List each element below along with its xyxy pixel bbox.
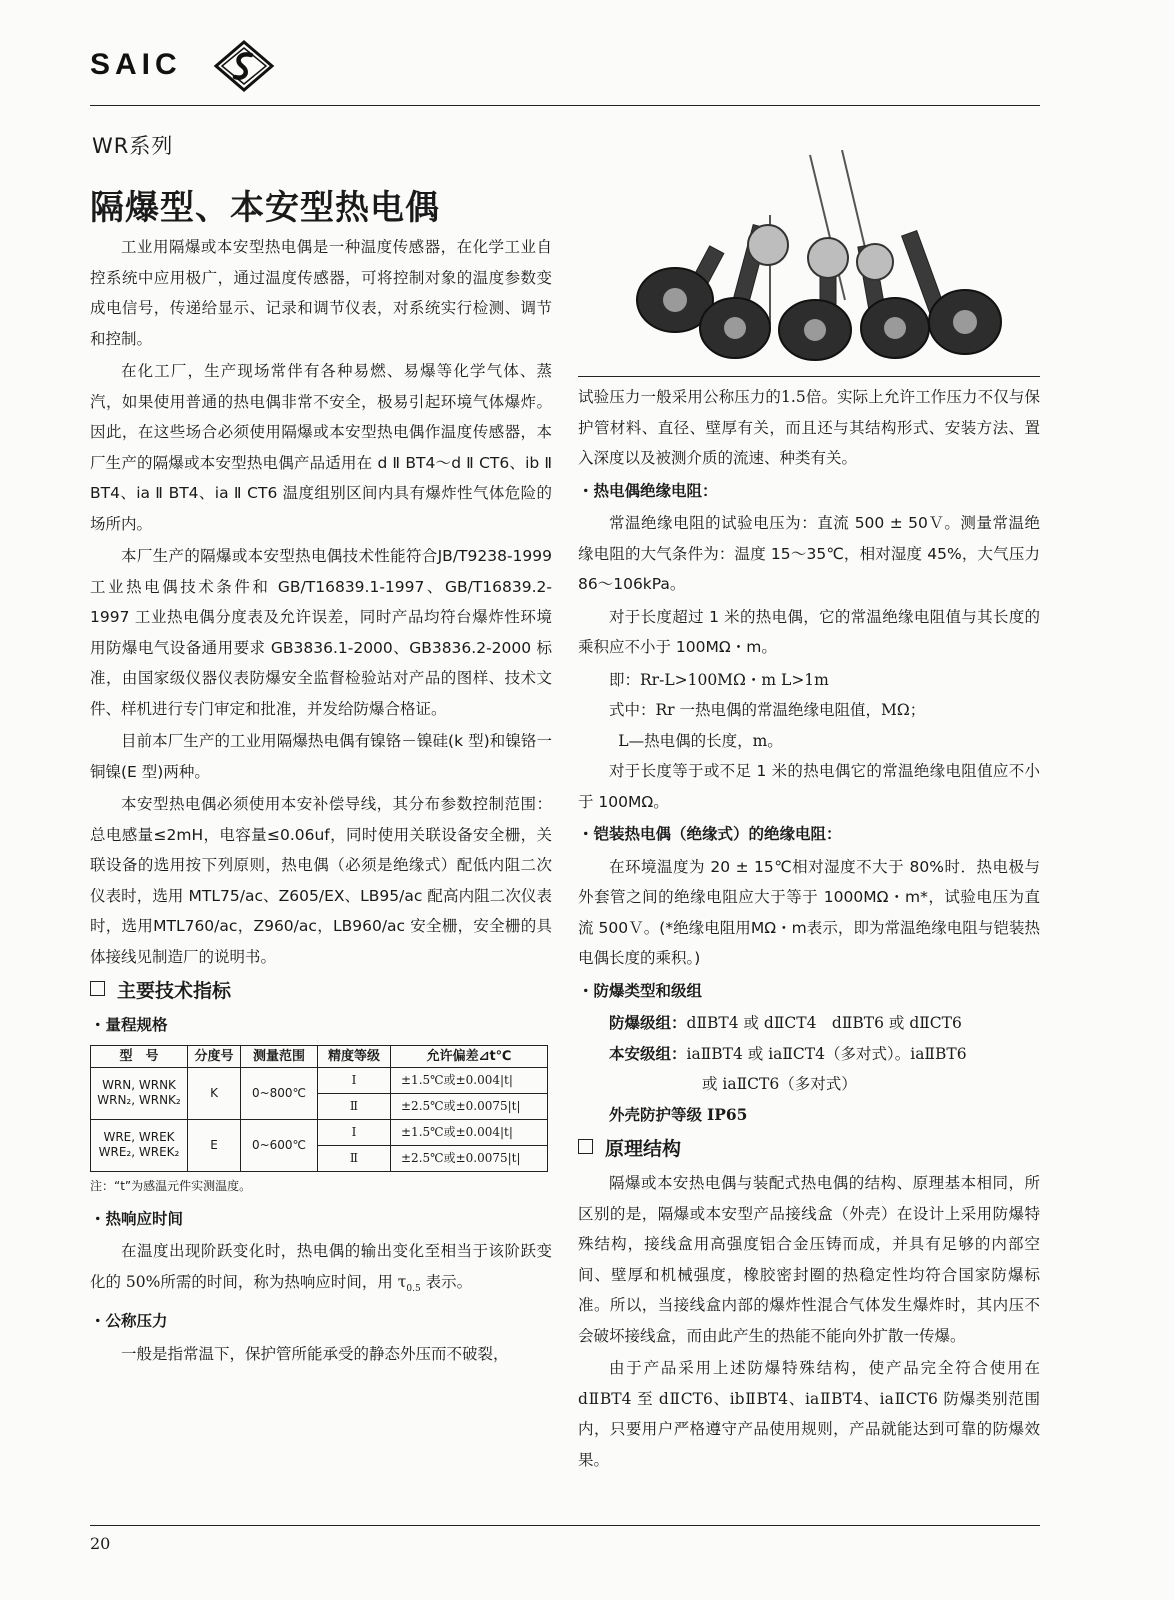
series-label: WR系列 <box>92 134 174 158</box>
section-heading-main-specs <box>90 976 552 1006</box>
insulation-paragraph: 对于长度等于或不足 1 米的热电偶它的常温绝缘电阻值应不小于 100MΩ。 <box>578 762 1040 811</box>
footer-rule <box>90 1525 1040 1526</box>
checkbox-square-icon <box>90 981 105 996</box>
table-row <box>91 1067 548 1093</box>
table-header-cell: 分度号 <box>188 1045 241 1067</box>
table-header-cell: 精度等级 <box>318 1045 391 1067</box>
right-column <box>578 382 1040 1477</box>
table-header-row <box>91 1045 548 1067</box>
intro-paragraph: 本安型热电偶必须使用本安补偿导线，其分布参数控制范围：总电感量≤2mH，电容量≤0.06uf，同时使用关联设备安全栅，关联设备的选用按下列原则，热电偶（必须是绝缘式）配低内阻二次仪表时，选用 MTL75/ac、Z605/EX、LB95/ac 配高内阻二次仪表时，选用MTL760/ac，Z960/ac，LB960/ac 安全栅，安全栅的具体接线见制造厂的说明书。 <box>90 795 552 966</box>
insulation-where-line: 式中：Rr 一热电偶的常温绝缘电阻值，MΩ； <box>609 701 926 719</box>
page-number: 20 <box>90 1534 111 1553</box>
model-line: WRN₂, WRNK₂ <box>97 1093 181 1107</box>
range-cell: 0~800℃ <box>241 1067 318 1119</box>
model-line: WRN, WRNK <box>102 1078 176 1092</box>
saic-logo-icon <box>213 40 275 92</box>
table-header-cell: 型 号 <box>91 1045 188 1067</box>
enclosure-line <box>578 1100 1040 1131</box>
model-cell <box>91 1067 188 1119</box>
grade-cell: Ⅰ <box>318 1067 391 1093</box>
model-line: WRE, WREK <box>103 1130 175 1144</box>
tolerance-cell: ±1.5℃或±0.004|t| <box>391 1119 548 1145</box>
flameproof-label: 防爆级组： <box>609 1013 687 1032</box>
insulation-where-line: L—热电偶的长度，m。 <box>618 731 783 750</box>
principle-paragraph: 由于产品采用上述防爆特殊结构，使产品完全符合使用在 dⅡBT4 至 dⅡCT6、ibⅡBT4、iaⅡBT4、iaⅡCT6 防爆类别范围内，只要用户严格遵守产品使用规则，产品就能达到可靠的防爆效果。 <box>578 1359 1040 1469</box>
tau-subscript: 0.5 <box>406 1283 421 1294</box>
graduation-cell: K <box>188 1067 241 1119</box>
graduation-cell: E <box>188 1119 241 1171</box>
intro-paragraph: 工业用隔爆或本安型热电偶是一种温度传感器，在化学工业自控系统中应用极广，通过温度传感器，可将控制对象的温度参数变成电信号，传递给显示、记录和调节仪表，对系统实行检测、调节和控制。 <box>90 238 552 348</box>
photo-divider-rule <box>578 376 1040 377</box>
armored-heading: ・铠装热电偶（绝缘式）的绝缘电阻： <box>578 824 842 843</box>
header-rule <box>90 105 1040 106</box>
intrinsic-line <box>578 1039 1040 1070</box>
enclosure-label: 外壳防护等级 <box>609 1104 703 1124</box>
tolerance-cell: ±1.5℃或±0.004|t| <box>391 1067 548 1093</box>
nominal-pressure-heading: ・公称压力 <box>90 1312 168 1331</box>
logo-text: SAIC <box>90 48 182 81</box>
thermal-response-text-after: 表示。 <box>420 1272 473 1291</box>
section-heading-principle <box>578 1134 1040 1164</box>
insulation-paragraph: 对于长度超过 1 米的热电偶，它的常温绝缘电阻值与其长度的乘积应不小于 100MΩ・m。 <box>578 607 1040 656</box>
tolerance-cell: ±2.5℃或±0.0075|t| <box>391 1145 548 1171</box>
insulation-paragraph: 常温绝缘电阻的试验电压为：直流 500 ± 50Ｖ。测量常温绝缘电阻的大气条件为：温度 15～35℃，相对湿度 45%，大气压力 86～106kPa。 <box>578 514 1040 593</box>
armored-paragraph: 在环境温度为 20 ± 15℃相对湿度不大于 80%时．热电极与外套管之间的绝缘电阻应大于等于 1000MΩ・m*，试验电压为直流 500Ｖ。(*绝缘电阻用MΩ・m表示，即为常温绝缘电阻与铠装热电偶长度的乘积。) <box>578 857 1040 967</box>
flameproof-line <box>578 1008 1040 1039</box>
intrinsic-line-2: 或 iaⅡCT6（多对式） <box>702 1075 857 1093</box>
range-spec-heading: ・量程规格 <box>90 1016 168 1034</box>
grade-cell: Ⅰ <box>318 1119 391 1145</box>
table-row <box>91 1119 548 1145</box>
page-title: 隔爆型、本安型热电偶 <box>90 188 440 228</box>
thermal-response-text <box>90 1236 552 1304</box>
principle-paragraph: 隔爆或本安热电偶与装配式热电偶的结构、原理基本相同，所区别的是，隔爆或本安型产品接线盒（外壳）在设计上采用防爆特殊结构，接线盒用高强度铝合金压铸而成，并具有足够的内部空间、壁厚和机械强度，橡胶密封圈的热稳定性均符合国家防爆标准。所以，当接线盒内部的爆炸性混合气体发生爆炸时，其内压不会破坏接线盒，而由此产生的热能不能向外扩散一传爆。 <box>578 1174 1040 1345</box>
range-cell: 0~600℃ <box>241 1119 318 1171</box>
thermal-response-text-before: 在温度出现阶跃变化时，热电偶的输出变化至相当于该阶跃变化的 50%所需的时间，称为热响应时间，用 τ <box>90 1242 552 1291</box>
grade-cell: Ⅱ <box>318 1093 391 1119</box>
flameproof-value: dⅡBT4 或 dⅡCT4 dⅡBT6 或 dⅡCT6 <box>686 1014 962 1032</box>
intrinsic-label: 本安级组： <box>609 1043 687 1063</box>
section-heading-text: 原理结构 <box>605 1138 682 1160</box>
tolerance-cell: ±2.5℃或±0.0075|t| <box>391 1093 548 1119</box>
checkbox-square-icon <box>578 1139 593 1154</box>
product-photo-thermocouples <box>620 150 1040 382</box>
intro-paragraph: 目前本厂生产的工业用隔爆热电偶有镍铬－镍硅(k 型)和镍铬一铜镍(E 型)两种。 <box>90 732 552 781</box>
table-header-cell: 测量范围 <box>241 1045 318 1067</box>
table-header-cell: 允许偏差⊿t℃ <box>391 1045 548 1067</box>
insulation-formula: 即：Rr-L>100MΩ・m L>1m <box>609 670 829 689</box>
thermal-response-heading: ・热响应时间 <box>90 1209 184 1228</box>
intro-paragraph: 本厂生产的隔爆或本安型热电偶技术性能符合JB/T9238-1999 工业热电偶技术条件和 GB/T16839.1-1997、GB/T16839.2-1997 工业热电偶分度表及允许误差，同时产品均符台爆炸性环境用防爆电气设备通用要求 GB3836.1-2000、GB3836.2-2000 标准，由国家级仪器仪表防爆安全监督检验站对产品的图样、技术文件、样机进行专门审定和批准，并发给防爆合格证。 <box>90 547 552 718</box>
explosion-heading: ・防爆类型和级组 <box>578 980 703 1000</box>
enclosure-value: IP65 <box>706 1104 748 1124</box>
table-note: 注：“t”为感温元件实测温度。 <box>90 1178 252 1193</box>
range-spec-table <box>90 1045 548 1172</box>
grade-cell: Ⅱ <box>318 1145 391 1171</box>
insulation-heading: ・热电偶绝缘电阻： <box>578 480 718 500</box>
intrinsic-value: iaⅡBT4 或 iaⅡCT4（多对式）。iaⅡBT6 <box>686 1044 967 1063</box>
model-cell <box>91 1119 188 1171</box>
nominal-pressure-text-left: 一般是指常温下，保护管所能承受的静态外压而不破裂， <box>121 1344 509 1363</box>
left-column <box>90 232 552 1371</box>
intro-paragraph: 在化工厂，生产现场常伴有各种易燃、易爆等化学气体、蒸汽，如果使用普通的热电偶非常不安全，极易引起环境气体爆炸。因此，在这些场合必须使用隔爆或本安型热电偶作温度传感器，本厂生产的隔爆或本安型热电偶产品适用在 d Ⅱ BT4～d Ⅱ CT6、ib Ⅱ BT4、ia Ⅱ BT4、ia Ⅱ CT6 温度组别区间内具有爆炸性气体危险的场所内。 <box>90 362 552 533</box>
section-heading-text: 主要技术指标 <box>117 980 232 1002</box>
nominal-pressure-text-right: 试验压力一般采用公称压力的1.5倍。实际上允许工作压力不仅与保护管材料、直径、壁厚有关，而且还与其结构形式、安装方法、置入深度以及被测介质的流速、种类有关。 <box>578 388 1040 467</box>
model-line: WRE₂, WREK₂ <box>98 1145 180 1159</box>
